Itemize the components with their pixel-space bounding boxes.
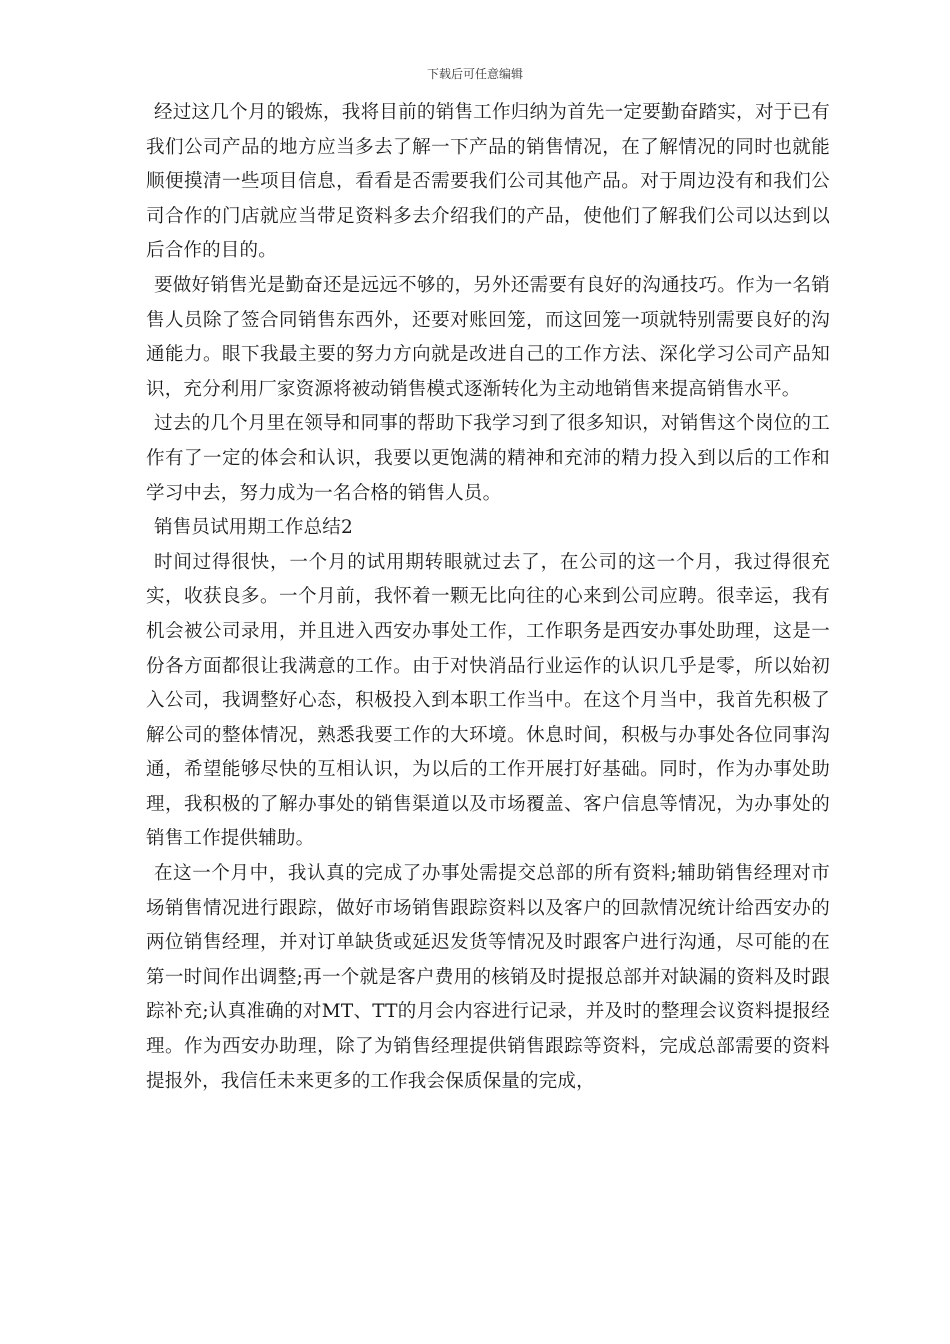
paragraph-3: 过去的几个月里在领导和同事的帮助下我学习到了很多知识，对销售这个岗位的工作有了一定的体会和认识，我要以更饱满的精神和充沛的精力投入到以后的工作和学习中去，努力成为一名合格的销售人员。 — [146, 413, 830, 504]
page-header-note: 下载后可任意编辑 — [426, 67, 523, 81]
paragraph-1: 经过这几个月的锻炼，我将目前的销售工作归纳为首先一定要勤奋踏实，对于已有我们公司产品的地方应当多去了解一下产品的销售情况，在了解情况的同时也就能顺便摸清一些项目信息，看看是否需要我们公司其他产品。对于周边没有和我们公司合作的门店就应当带足资料多去介绍我们的产品，使他们了解我们公司以达到以后合作的目的。 — [146, 102, 830, 262]
document-body — [146, 96, 830, 1099]
paragraph-4: 时间过得很快，一个月的试用期转眼就过去了，在公司的这一个月，我过得很充实，收获良多。一个月前，我怀着一颗无比向往的心来到公司应聘。很幸运，我有机会被公司录用，并且进入西安办事处工作，工作职务是西安办事处助理，这是一份各方面都很让我满意的工作。由于对快消品行业运作的认识几乎是零，所以始初入公司，我调整好心态，积极投入到本职工作当中。在这个月当中，我首先积极了解公司的整体情况，熟悉我要工作的大环境。休息时间，积极与办事处各位同事沟通，希望能够尽快的互相认识，为以后的工作开展打好基础。同时，作为办事处助理，我积极的了解办事处的销售渠道以及市场覆盖、客户信息等情况，为办事处的销售工作提供辅助。 — [146, 551, 830, 850]
paragraph-5: 在这一个月中，我认真的完成了办事处需提交总部的所有资料;辅助销售经理对市场销售情况进行跟踪，做好市场销售跟踪资料以及客户的回款情况统计给西安办的两位销售经理，并对订单缺货或延迟发货等情况及时跟客户进行沟通，尽可能的在第一时间作出调整;再一个就是客户费用的核销及时提报总部并对缺漏的资料及时跟踪补充;认真准确的对MT、TT的月会内容进行记录，并及时的整理会议资料提报经理。作为西安办助理，除了为销售经理提供销售跟踪等资料，完成总部需要的资料提报外，我信任未来更多的工作我会保质保量的完成， — [146, 863, 830, 1092]
section-heading-2: 销售员试用期工作总结2 — [154, 517, 353, 539]
paragraph-2: 要做好销售光是勤奋还是远远不够的，另外还需要有良好的沟通技巧。作为一名销售人员除了签合同销售东西外，还要对账回笼，而这回笼一项就特别需要良好的沟通能力。眼下我最主要的努力方向就是改进自己的工作方法、深化学习公司产品知识，充分利用厂家资源将被动销售模式逐渐转化为主动地销售来提高销售水平。 — [146, 274, 830, 400]
